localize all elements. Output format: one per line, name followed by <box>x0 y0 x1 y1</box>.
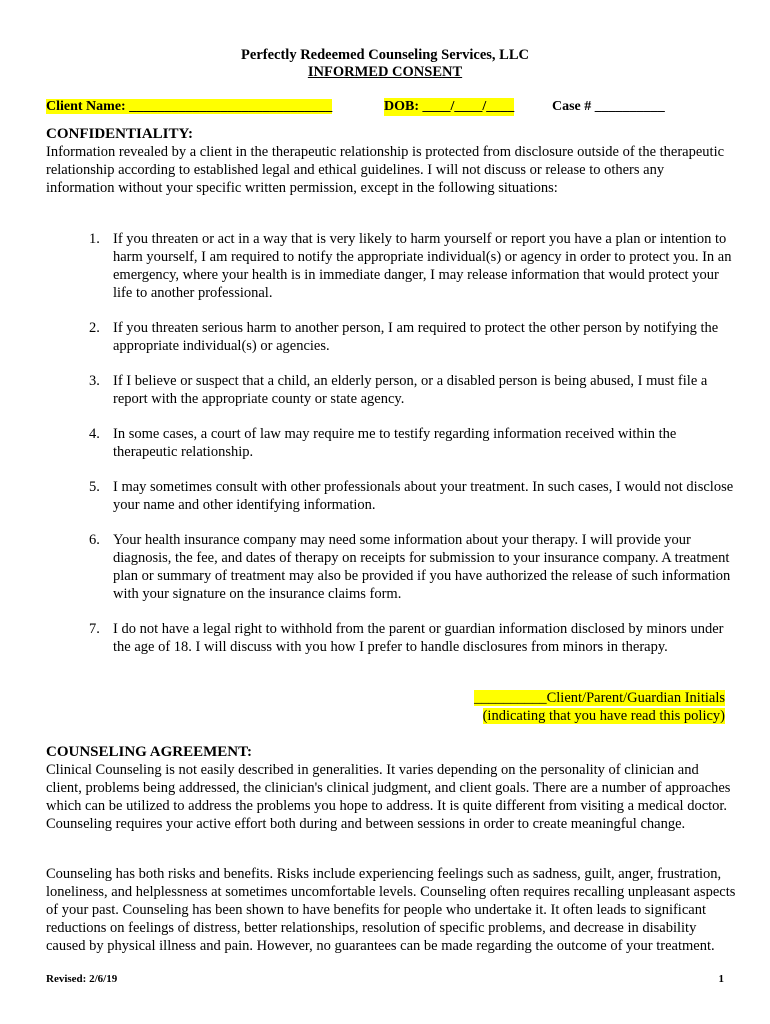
confidentiality-exceptions-list <box>46 230 736 673</box>
list-item-text: I may sometimes consult with other professionals about your treatment. In such cases, I would not disclose your name and other identifying information. <box>113 479 734 513</box>
client-info-row <box>46 98 736 116</box>
dob-field[interactable]: DOB: ____/____/____ <box>384 99 515 114</box>
form-title: INFORMED CONSENT <box>307 64 463 80</box>
list-item <box>46 319 736 355</box>
list-item-number: 7. <box>89 621 100 637</box>
list-item-number: 1. <box>89 231 100 247</box>
client-name-field[interactable]: Client Name: _____________________________ <box>46 99 333 114</box>
list-item <box>46 620 736 656</box>
initials-note: (indicating that you have read this policy) <box>482 708 725 724</box>
list-item <box>46 425 736 461</box>
list-item-text: If I believe or suspect that a child, an elderly person, or a disabled person is being abused, I must file a report with the appropriate county or state agency. <box>113 373 708 407</box>
list-item-number: 2. <box>89 320 100 336</box>
list-item-text: If you threaten or act in a way that is very likely to harm yourself or report you have a plan or intention to harm yourself, I am required to notify the appropriate individual(s) or agency in order to protect you. In an emergency, where your health is in immediate danger, I may release information that would protect your life to another professional. <box>113 231 732 301</box>
list-item <box>46 478 736 514</box>
list-item-text: If you threaten serious harm to another person, I am required to protect the other person by notifying the appropriate individual(s) or agencies. <box>113 320 719 354</box>
confidentiality-intro: Information revealed by a client in the therapeutic relationship is protected from disclosure outside of the therapeutic relationship according to established legal and ethical guidelines. I will not discuss or release to others any information without your specific written permission, except in the following situations: <box>46 144 725 196</box>
confidentiality-heading: CONFIDENTIALITY: <box>46 126 193 142</box>
list-item-text: I do not have a legal right to withhold from the parent or guardian information disclosed by minors under the age of 18. I will discuss with you how I prefer to handle disclosures from minors in therapy. <box>113 621 724 655</box>
list-item <box>46 372 736 408</box>
document-header <box>0 47 770 81</box>
list-item <box>46 531 736 603</box>
counseling-agreement-heading: COUNSELING AGREEMENT: <box>46 744 253 760</box>
list-item <box>46 230 736 302</box>
list-item-number: 6. <box>89 532 100 548</box>
initials-field[interactable]: __________Client/Parent/Guardian Initials <box>474 690 725 706</box>
counseling-agreement-para-2: Counseling has both risks and benefits. Risks include experiencing feelings such as sadness, guilt, anger, frustration, loneliness, and helplessness at sometimes uncomfortable levels. Counseling often requires recalling unpleasant aspects of your past. Counseling has been shown to have benefits for people who undertake it. It often leads to significant reductions on feelings of distress, better relationships, resolution of specific problems, and decrease in disability caused by physical illness and pain. However, no guarantees can be made regarding the outcome of your treatment. <box>46 866 736 954</box>
page-number: 1 <box>718 973 724 985</box>
case-number-field[interactable]: Case # __________ <box>552 99 665 114</box>
list-item-number: 5. <box>89 479 100 495</box>
list-item-number: 3. <box>89 373 100 389</box>
list-item-number: 4. <box>89 426 100 442</box>
counseling-agreement-para-1: Clinical Counseling is not easily described in generalities. It varies depending on the personality of clinician and client, problems being addressed, the clinician's clinical judgment, and client goals. There are a number of approaches which can be utilized to address the problems you hope to address. It is quite different from visiting a medical doctor. Counseling requires your active effort both during and between sessions in order to create meaningful change. <box>46 762 731 832</box>
list-item-text: Your health insurance company may need some information about your therapy. I will provide your diagnosis, the fee, and dates of therapy on receipts for submission to your insurance company. A treatment plan or summary of treatment may also be provided if you have authorized the release of such information with your signature on the insurance claims form. <box>113 532 731 602</box>
org-name: Perfectly Redeemed Counseling Services, LLC <box>241 47 529 63</box>
list-item-text: In some cases, a court of law may require me to testify regarding information received within the therapeutic relationship. <box>113 426 677 460</box>
revised-date: Revised: 2/6/19 <box>46 973 118 985</box>
initials-block <box>380 689 725 725</box>
